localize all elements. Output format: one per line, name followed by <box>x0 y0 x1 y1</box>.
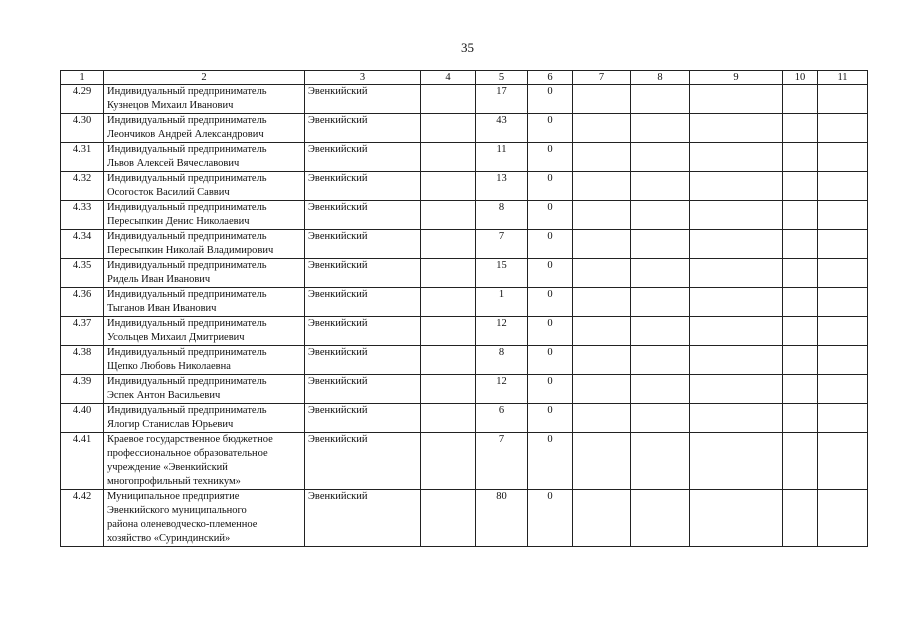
table-row <box>61 404 868 433</box>
column-header: 6 <box>528 71 573 85</box>
table-header-row <box>61 71 868 85</box>
column-7-cell <box>573 230 631 259</box>
row-number-cell: 4.42 <box>61 490 104 547</box>
table-row <box>61 317 868 346</box>
table-row <box>61 85 868 114</box>
column-11-cell <box>818 375 868 404</box>
column-7-cell <box>573 490 631 547</box>
column-7-cell <box>573 375 631 404</box>
column-9-cell <box>690 201 783 230</box>
column-6-cell: 0 <box>528 433 573 490</box>
table-row <box>61 346 868 375</box>
column-9-cell <box>690 288 783 317</box>
column-7-cell <box>573 201 631 230</box>
organization-name-cell: Индивидуальный предприниматель Львов Алексей Вячеславович <box>104 143 305 172</box>
column-11-cell <box>818 201 868 230</box>
column-8-cell <box>631 490 690 547</box>
district-cell: Эвенкийский <box>305 259 421 288</box>
district-cell: Эвенкийский <box>305 433 421 490</box>
column-11-cell <box>818 317 868 346</box>
column-8-cell <box>631 143 690 172</box>
column-6-cell: 0 <box>528 404 573 433</box>
column-9-cell <box>690 375 783 404</box>
district-cell: Эвенкийский <box>305 404 421 433</box>
table-row <box>61 172 868 201</box>
column-6-cell: 0 <box>528 259 573 288</box>
column-8-cell <box>631 346 690 375</box>
column-9-cell <box>690 404 783 433</box>
column-4-cell <box>421 490 476 547</box>
column-4-cell <box>421 172 476 201</box>
column-9-cell <box>690 490 783 547</box>
column-8-cell <box>631 230 690 259</box>
organization-name-cell: Индивидуальный предприниматель Ридель Иван Иванович <box>104 259 305 288</box>
column-10-cell <box>783 143 818 172</box>
table-row <box>61 230 868 259</box>
column-10-cell <box>783 288 818 317</box>
organization-name-cell: Индивидуальный предприниматель Кузнецов Михаил Иванович <box>104 85 305 114</box>
column-6-cell: 0 <box>528 490 573 547</box>
column-8-cell <box>631 201 690 230</box>
organization-name-cell: Индивидуальный предприниматель Эспек Антон Васильевич <box>104 375 305 404</box>
row-number-cell: 4.41 <box>61 433 104 490</box>
district-cell: Эвенкийский <box>305 201 421 230</box>
row-number-cell: 4.40 <box>61 404 104 433</box>
column-11-cell <box>818 259 868 288</box>
column-header: 8 <box>631 71 690 85</box>
district-cell: Эвенкийский <box>305 230 421 259</box>
column-8-cell <box>631 85 690 114</box>
column-4-cell <box>421 375 476 404</box>
column-6-cell: 0 <box>528 201 573 230</box>
organization-name-cell: Индивидуальный предприниматель Леончиков Андрей Александрович <box>104 114 305 143</box>
district-cell: Эвенкийский <box>305 375 421 404</box>
column-11-cell <box>818 404 868 433</box>
column-header: 4 <box>421 71 476 85</box>
column-10-cell <box>783 85 818 114</box>
column-4-cell <box>421 317 476 346</box>
table-row <box>61 433 868 490</box>
column-11-cell <box>818 230 868 259</box>
row-number-cell: 4.36 <box>61 288 104 317</box>
organization-name-cell: Краевое государственное бюджетное профессиональное образовательное учреждение «Эвенкийский многопрофильный техникум» <box>104 433 305 490</box>
column-11-cell <box>818 114 868 143</box>
row-number-cell: 4.37 <box>61 317 104 346</box>
column-10-cell <box>783 404 818 433</box>
column-4-cell <box>421 201 476 230</box>
row-number-cell: 4.39 <box>61 375 104 404</box>
column-10-cell <box>783 114 818 143</box>
organization-name-cell: Индивидуальный предприниматель Щепко Любовь Николаевна <box>104 346 305 375</box>
column-header: 2 <box>104 71 305 85</box>
page-number: 35 <box>461 40 474 55</box>
column-10-cell <box>783 433 818 490</box>
column-7-cell <box>573 404 631 433</box>
column-6-cell: 0 <box>528 375 573 404</box>
table-row <box>61 201 868 230</box>
row-number-cell: 4.34 <box>61 230 104 259</box>
column-8-cell <box>631 172 690 201</box>
column-11-cell <box>818 172 868 201</box>
column-9-cell <box>690 114 783 143</box>
column-7-cell <box>573 288 631 317</box>
organization-name-cell: Индивидуальный предприниматель Пересыпкин Денис Николаевич <box>104 201 305 230</box>
column-header: 9 <box>690 71 783 85</box>
column-7-cell <box>573 433 631 490</box>
column-5-cell: 7 <box>476 433 528 490</box>
row-number-cell: 4.31 <box>61 143 104 172</box>
district-cell: Эвенкийский <box>305 114 421 143</box>
column-5-cell: 12 <box>476 317 528 346</box>
column-10-cell <box>783 172 818 201</box>
row-number-cell: 4.29 <box>61 85 104 114</box>
column-8-cell <box>631 375 690 404</box>
row-number-cell: 4.38 <box>61 346 104 375</box>
column-6-cell: 0 <box>528 317 573 346</box>
column-9-cell <box>690 143 783 172</box>
column-5-cell: 6 <box>476 404 528 433</box>
column-5-cell: 43 <box>476 114 528 143</box>
column-11-cell <box>818 85 868 114</box>
column-header: 7 <box>573 71 631 85</box>
column-9-cell <box>690 172 783 201</box>
column-11-cell <box>818 288 868 317</box>
column-10-cell <box>783 346 818 375</box>
column-8-cell <box>631 114 690 143</box>
column-9-cell <box>690 230 783 259</box>
organization-name-cell: Индивидуальный предприниматель Усольцев Михаил Дмитриевич <box>104 317 305 346</box>
column-8-cell <box>631 433 690 490</box>
column-5-cell: 80 <box>476 490 528 547</box>
column-9-cell <box>690 85 783 114</box>
column-4-cell <box>421 259 476 288</box>
column-5-cell: 7 <box>476 230 528 259</box>
column-6-cell: 0 <box>528 143 573 172</box>
column-6-cell: 0 <box>528 346 573 375</box>
column-5-cell: 11 <box>476 143 528 172</box>
column-10-cell <box>783 230 818 259</box>
district-cell: Эвенкийский <box>305 172 421 201</box>
row-number-cell: 4.32 <box>61 172 104 201</box>
column-7-cell <box>573 172 631 201</box>
column-6-cell: 0 <box>528 114 573 143</box>
column-7-cell <box>573 317 631 346</box>
row-number-cell: 4.35 <box>61 259 104 288</box>
district-cell: Эвенкийский <box>305 317 421 346</box>
district-cell: Эвенкийский <box>305 490 421 547</box>
column-5-cell: 8 <box>476 201 528 230</box>
data-table <box>60 70 868 547</box>
district-cell: Эвенкийский <box>305 143 421 172</box>
column-7-cell <box>573 143 631 172</box>
column-7-cell <box>573 85 631 114</box>
table-row <box>61 259 868 288</box>
column-5-cell: 8 <box>476 346 528 375</box>
column-8-cell <box>631 317 690 346</box>
table-row <box>61 490 868 547</box>
column-5-cell: 1 <box>476 288 528 317</box>
column-11-cell <box>818 433 868 490</box>
column-10-cell <box>783 317 818 346</box>
table-row <box>61 375 868 404</box>
table-row <box>61 114 868 143</box>
column-10-cell <box>783 490 818 547</box>
column-4-cell <box>421 433 476 490</box>
column-4-cell <box>421 404 476 433</box>
column-header: 1 <box>61 71 104 85</box>
column-4-cell <box>421 230 476 259</box>
table-row <box>61 288 868 317</box>
column-9-cell <box>690 317 783 346</box>
column-6-cell: 0 <box>528 230 573 259</box>
column-4-cell <box>421 114 476 143</box>
column-10-cell <box>783 201 818 230</box>
organization-name-cell: Индивидуальный предприниматель Ялогир Станислав Юрьевич <box>104 404 305 433</box>
column-7-cell <box>573 346 631 375</box>
column-11-cell <box>818 346 868 375</box>
column-11-cell <box>818 143 868 172</box>
column-6-cell: 0 <box>528 85 573 114</box>
column-9-cell <box>690 433 783 490</box>
column-header: 11 <box>818 71 868 85</box>
column-11-cell <box>818 490 868 547</box>
row-number-cell: 4.33 <box>61 201 104 230</box>
column-5-cell: 17 <box>476 85 528 114</box>
table-row <box>61 143 868 172</box>
column-8-cell <box>631 404 690 433</box>
organization-name-cell: Муниципальное предприятие Эвенкийского муниципального района оленеводческо-племенное хозяйство «Суриндинский» <box>104 490 305 547</box>
district-cell: Эвенкийский <box>305 85 421 114</box>
column-9-cell <box>690 346 783 375</box>
district-cell: Эвенкийский <box>305 346 421 375</box>
column-7-cell <box>573 114 631 143</box>
column-6-cell: 0 <box>528 288 573 317</box>
column-8-cell <box>631 288 690 317</box>
column-6-cell: 0 <box>528 172 573 201</box>
organization-name-cell: Индивидуальный предприниматель Тыганов Иван Иванович <box>104 288 305 317</box>
column-header: 10 <box>783 71 818 85</box>
column-7-cell <box>573 259 631 288</box>
column-9-cell <box>690 259 783 288</box>
district-cell: Эвенкийский <box>305 288 421 317</box>
column-5-cell: 13 <box>476 172 528 201</box>
row-number-cell: 4.30 <box>61 114 104 143</box>
organization-name-cell: Индивидуальный предприниматель Осогосток Василий Саввич <box>104 172 305 201</box>
column-header: 5 <box>476 71 528 85</box>
organization-name-cell: Индивидуальный предприниматель Пересыпкин Николай Владимирович <box>104 230 305 259</box>
column-5-cell: 12 <box>476 375 528 404</box>
column-10-cell <box>783 375 818 404</box>
column-4-cell <box>421 346 476 375</box>
column-header: 3 <box>305 71 421 85</box>
column-5-cell: 15 <box>476 259 528 288</box>
column-8-cell <box>631 259 690 288</box>
column-4-cell <box>421 85 476 114</box>
column-4-cell <box>421 288 476 317</box>
column-10-cell <box>783 259 818 288</box>
column-4-cell <box>421 143 476 172</box>
